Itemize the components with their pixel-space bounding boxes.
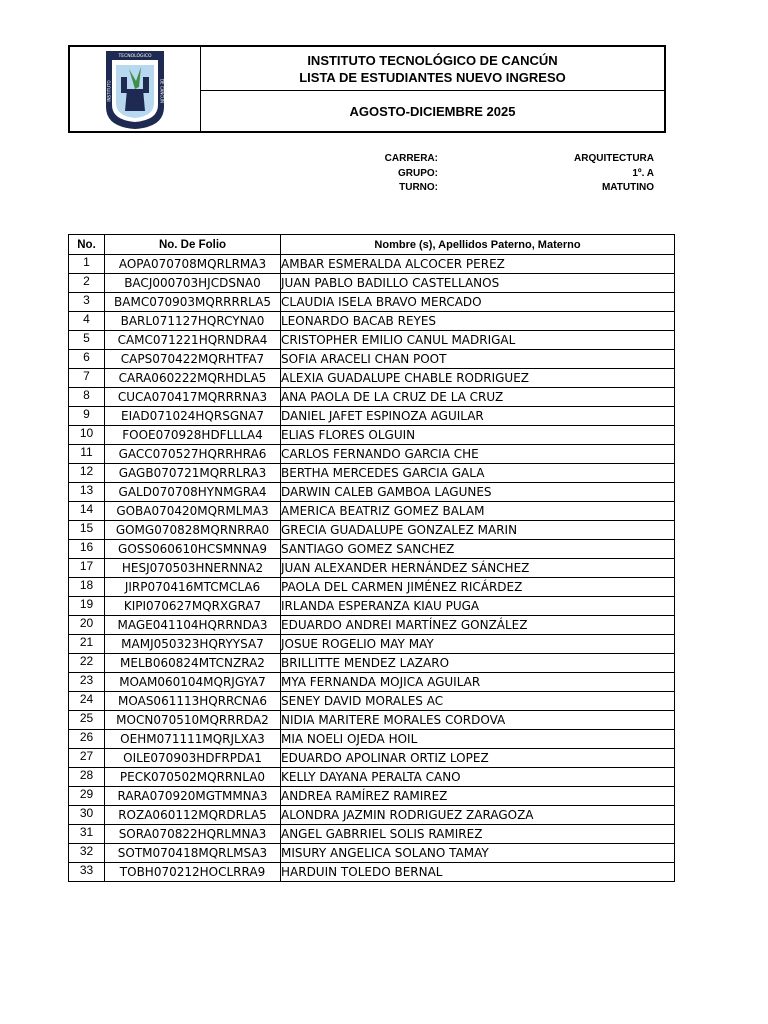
career-value: ARQUITECTURA bbox=[574, 153, 654, 164]
table-row bbox=[69, 863, 675, 882]
table-row bbox=[69, 673, 675, 692]
row-folio: GACC070527HQRRHRA6 bbox=[105, 445, 281, 464]
table-row bbox=[69, 578, 675, 597]
logo-cell bbox=[70, 47, 201, 131]
row-name: ANDREA RAMÍREZ RAMIREZ bbox=[281, 787, 675, 806]
row-folio: GOMG070828MQRNRRA0 bbox=[105, 521, 281, 540]
row-number: 24 bbox=[69, 692, 105, 711]
row-number: 20 bbox=[69, 616, 105, 635]
table-row bbox=[69, 654, 675, 673]
row-number: 31 bbox=[69, 825, 105, 844]
table-row bbox=[69, 502, 675, 521]
table-row bbox=[69, 350, 675, 369]
row-folio: OEHM071111MQRJLXA3 bbox=[105, 730, 281, 749]
row-number: 19 bbox=[69, 597, 105, 616]
row-number: 26 bbox=[69, 730, 105, 749]
group-value: 1º. A bbox=[632, 167, 654, 179]
header-number: No. bbox=[69, 235, 105, 255]
table-header-row bbox=[69, 235, 675, 255]
table-row bbox=[69, 483, 675, 502]
period-title: AGOSTO-DICIEMBRE 2025 bbox=[349, 103, 516, 119]
row-number: 12 bbox=[69, 464, 105, 483]
table-row bbox=[69, 597, 675, 616]
row-folio: TOBH070212HOCLRRA9 bbox=[105, 863, 281, 882]
table-row bbox=[69, 274, 675, 293]
row-folio: KIPI070627MQRXGRA7 bbox=[105, 597, 281, 616]
row-folio: CARA060222MQRHDLA5 bbox=[105, 369, 281, 388]
row-folio: GAGB070721MQRRLRA3 bbox=[105, 464, 281, 483]
table-row bbox=[69, 540, 675, 559]
row-number: 4 bbox=[69, 312, 105, 331]
row-folio: HESJ070503HNERNNA2 bbox=[105, 559, 281, 578]
list-title: LISTA DE ESTUDIANTES NUEVO INGRESO bbox=[299, 69, 566, 85]
table-body bbox=[69, 255, 675, 882]
row-folio: AOPA070708MQRLRMA3 bbox=[105, 255, 281, 274]
row-folio: MELB060824MTCNZRA2 bbox=[105, 654, 281, 673]
table-row bbox=[69, 331, 675, 350]
row-name: ALEXIA GUADALUPE CHABLE RODRIGUEZ bbox=[281, 369, 675, 388]
row-folio: MAGE041104HQRRNDA3 bbox=[105, 616, 281, 635]
row-number: 8 bbox=[69, 388, 105, 407]
row-folio: GOSS060610HCSMNNA9 bbox=[105, 540, 281, 559]
row-name: SOFIA ARACELI CHAN POOT bbox=[281, 350, 675, 369]
row-name: LEONARDO BACAB REYES bbox=[281, 312, 675, 331]
title-block bbox=[201, 47, 664, 91]
institution-name: INSTITUTO TECNOLÓGICO DE CANCÚN bbox=[307, 52, 558, 68]
row-name: IRLANDA ESPERANZA KIAU PUGA bbox=[281, 597, 675, 616]
table-row bbox=[69, 844, 675, 863]
row-folio: SORA070822HQRLMNA3 bbox=[105, 825, 281, 844]
row-number: 30 bbox=[69, 806, 105, 825]
row-folio: BARL071127HQRCYNA0 bbox=[105, 312, 281, 331]
table-row bbox=[69, 559, 675, 578]
table-row bbox=[69, 388, 675, 407]
row-folio: CAMC071221HQRNDRA4 bbox=[105, 331, 281, 350]
logo-text-top: TECNOLÓGICO bbox=[118, 54, 152, 59]
row-number: 9 bbox=[69, 407, 105, 426]
shift-value: MATUTINO bbox=[601, 182, 654, 193]
row-folio: ROZA060112MQRDRLA5 bbox=[105, 806, 281, 825]
institute-seal-logo bbox=[103, 47, 167, 131]
table-row bbox=[69, 825, 675, 844]
row-name: NIDIA MARITERE MORALES CORDOVA bbox=[281, 711, 675, 730]
row-number: 23 bbox=[69, 673, 105, 692]
row-folio: MAMJ050323HQRYYSA7 bbox=[105, 635, 281, 654]
table-row bbox=[69, 293, 675, 312]
row-name: PAOLA DEL CARMEN JIMÉNEZ RICÁRDEZ bbox=[281, 578, 675, 597]
shift-label: TURNO: bbox=[399, 182, 438, 193]
row-number: 6 bbox=[69, 350, 105, 369]
row-number: 5 bbox=[69, 331, 105, 350]
row-name: KELLY DAYANA PERALTA CANO bbox=[281, 768, 675, 787]
row-name: EDUARDO ANDREI MARTÍNEZ GONZÁLEZ bbox=[281, 616, 675, 635]
table-row bbox=[69, 521, 675, 540]
row-name: AMBAR ESMERALDA ALCOCER PEREZ bbox=[281, 255, 675, 274]
info-values bbox=[500, 152, 654, 196]
row-number: 3 bbox=[69, 293, 105, 312]
table-row bbox=[69, 426, 675, 445]
logo-text-right: DE CANCÚN bbox=[159, 78, 165, 104]
table-row bbox=[69, 616, 675, 635]
row-name: SENEY DAVID MORALES AC bbox=[281, 692, 675, 711]
table-row bbox=[69, 255, 675, 274]
row-folio: CUCA070417MQRRRNA3 bbox=[105, 388, 281, 407]
table-row bbox=[69, 768, 675, 787]
row-name: SANTIAGO GOMEZ SANCHEZ bbox=[281, 540, 675, 559]
row-name: HARDUIN TOLEDO BERNAL bbox=[281, 863, 675, 882]
row-number: 22 bbox=[69, 654, 105, 673]
row-folio: EIAD071024HQRSGNA7 bbox=[105, 407, 281, 426]
row-number: 33 bbox=[69, 863, 105, 882]
row-number: 25 bbox=[69, 711, 105, 730]
row-number: 32 bbox=[69, 844, 105, 863]
table-row bbox=[69, 730, 675, 749]
row-name: CARLOS FERNANDO GARCIA CHE bbox=[281, 445, 675, 464]
row-number: 1 bbox=[69, 255, 105, 274]
row-name: DARWIN CALEB GAMBOA LAGUNES bbox=[281, 483, 675, 502]
info-labels bbox=[330, 152, 438, 196]
row-name: ANA PAOLA DE LA CRUZ DE LA CRUZ bbox=[281, 388, 675, 407]
table-row bbox=[69, 464, 675, 483]
row-name: JUAN ALEXANDER HERNÁNDEZ SÁNCHEZ bbox=[281, 559, 675, 578]
row-folio: OILE070903HDFRPDA1 bbox=[105, 749, 281, 768]
row-name: AMERICA BEATRIZ GOMEZ BALAM bbox=[281, 502, 675, 521]
row-name: CLAUDIA ISELA BRAVO MERCADO bbox=[281, 293, 675, 312]
row-number: 2 bbox=[69, 274, 105, 293]
row-folio: MOCN070510MQRRRDA2 bbox=[105, 711, 281, 730]
row-name: DANIEL JAFET ESPINOZA AGUILAR bbox=[281, 407, 675, 426]
row-name: ELIAS FLORES OLGUIN bbox=[281, 426, 675, 445]
group-label: GRUPO: bbox=[398, 167, 438, 179]
table-row bbox=[69, 407, 675, 426]
row-number: 29 bbox=[69, 787, 105, 806]
row-folio: GALD070708HYNMGRA4 bbox=[105, 483, 281, 502]
row-number: 7 bbox=[69, 369, 105, 388]
table-row bbox=[69, 312, 675, 331]
row-folio: FOOE070928HDFLLLA4 bbox=[105, 426, 281, 445]
document-header bbox=[68, 45, 666, 133]
table-row bbox=[69, 635, 675, 654]
row-number: 28 bbox=[69, 768, 105, 787]
row-name: BRILLITTE MENDEZ LAZARO bbox=[281, 654, 675, 673]
table-row bbox=[69, 692, 675, 711]
row-name: JUAN PABLO BADILLO CASTELLANOS bbox=[281, 274, 675, 293]
table-row bbox=[69, 711, 675, 730]
row-number: 10 bbox=[69, 426, 105, 445]
career-label: CARRERA: bbox=[384, 153, 438, 164]
row-folio: MOAS061113HQRRCNA6 bbox=[105, 692, 281, 711]
row-number: 13 bbox=[69, 483, 105, 502]
row-folio: SOTM070418MQRLMSA3 bbox=[105, 844, 281, 863]
row-name: GRECIA GUADALUPE GONZALEZ MARIN bbox=[281, 521, 675, 540]
row-folio: GOBA070420MQRMLMA3 bbox=[105, 502, 281, 521]
header-name: Nombre (s), Apellidos Paterno, Materno bbox=[281, 235, 675, 255]
row-number: 16 bbox=[69, 540, 105, 559]
row-name: JOSUE ROGELIO MAY MAY bbox=[281, 635, 675, 654]
row-name: MISURY ANGELICA SOLANO TAMAY bbox=[281, 844, 675, 863]
row-name: ALONDRA JAZMIN RODRIGUEZ ZARAGOZA bbox=[281, 806, 675, 825]
row-number: 11 bbox=[69, 445, 105, 464]
row-number: 17 bbox=[69, 559, 105, 578]
header-folio: No. De Folio bbox=[105, 235, 281, 255]
row-name: CRISTOPHER EMILIO CANUL MADRIGAL bbox=[281, 331, 675, 350]
row-name: MIA NOELI OJEDA HOIL bbox=[281, 730, 675, 749]
row-name: BERTHA MERCEDES GARCIA GALA bbox=[281, 464, 675, 483]
table-row bbox=[69, 787, 675, 806]
row-folio: CAPS070422MQRHTFA7 bbox=[105, 350, 281, 369]
row-folio: BACJ000703HJCDSNA0 bbox=[105, 274, 281, 293]
row-number: 21 bbox=[69, 635, 105, 654]
row-number: 15 bbox=[69, 521, 105, 540]
row-folio: PECK070502MQRRNLA0 bbox=[105, 768, 281, 787]
row-folio: BAMC070903MQRRRRLA5 bbox=[105, 293, 281, 312]
title-cell bbox=[201, 47, 664, 131]
students-table bbox=[68, 234, 675, 882]
table-row bbox=[69, 369, 675, 388]
row-number: 27 bbox=[69, 749, 105, 768]
row-folio: JIRP070416MTCMCLA6 bbox=[105, 578, 281, 597]
row-name: ANGEL GABRRIEL SOLIS RAMIREZ bbox=[281, 825, 675, 844]
logo-text-left: INSTITUTO bbox=[106, 80, 112, 102]
row-name: EDUARDO APOLINAR ORTIZ LOPEZ bbox=[281, 749, 675, 768]
table-row bbox=[69, 749, 675, 768]
table-row bbox=[69, 806, 675, 825]
row-number: 18 bbox=[69, 578, 105, 597]
row-folio: MOAM060104MQRJGYA7 bbox=[105, 673, 281, 692]
row-number: 14 bbox=[69, 502, 105, 521]
row-folio: RARA070920MGTMMNA3 bbox=[105, 787, 281, 806]
table-row bbox=[69, 445, 675, 464]
row-name: MYA FERNANDA MOJICA AGUILAR bbox=[281, 673, 675, 692]
